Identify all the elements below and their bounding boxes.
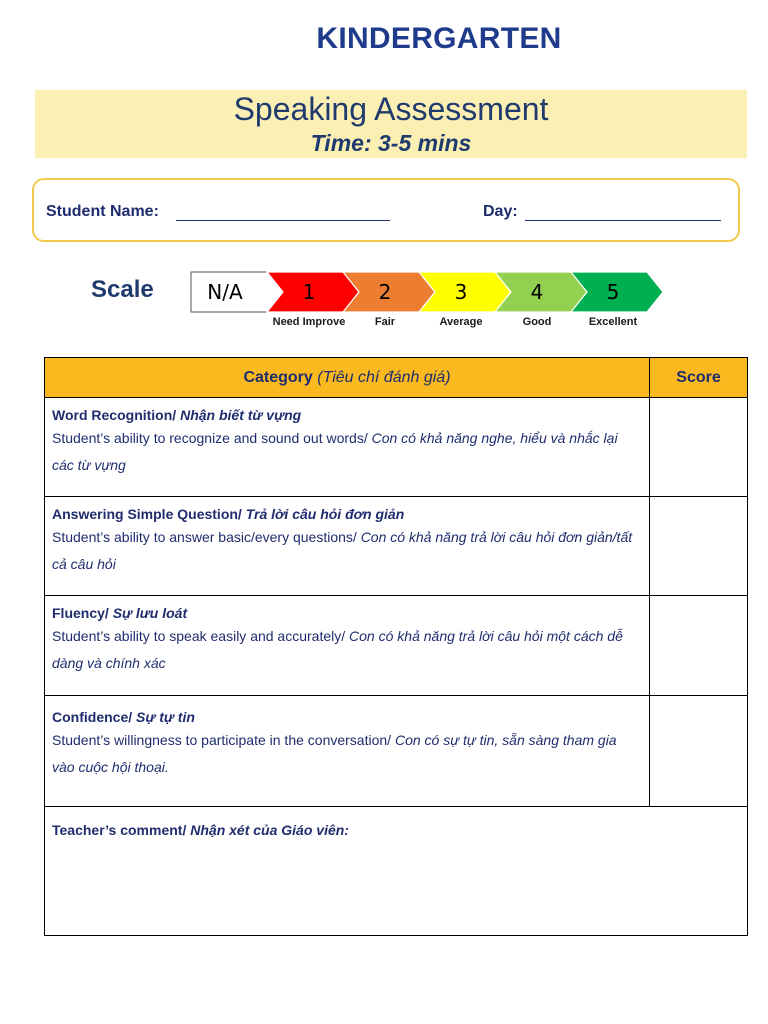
category-header-label: Category [243,368,313,386]
scale-value-3: 3 [454,280,468,304]
table-header-row [45,358,748,398]
table-row [45,398,748,497]
scale-value-na: N/A [207,280,243,304]
school-level-title: KINDERGARTEN [316,22,562,55]
page-title: Speaking Assessment [233,91,549,127]
row-title-vi: Nhận biết từ vựng [180,407,302,423]
row-title: Fluency/ [52,605,109,621]
row-title-vi: Sự tự tin [136,709,195,725]
score-cell[interactable] [650,596,748,696]
score-cell[interactable] [650,497,748,596]
day-field[interactable] [525,220,721,221]
table-row [45,596,748,696]
student-info-box [32,178,740,242]
comment-row [45,807,748,936]
day-label: Day: [483,203,518,220]
row-title: Word Recognition/ [52,407,177,423]
comment-label-vi: Nhận xét của Giáo viên: [190,822,349,838]
assessment-table [44,357,748,936]
score-cell[interactable] [650,398,748,497]
row-desc-vi: Con có khả năng trả lời câu hỏi đơn giản/tất cả câu hỏi [52,529,633,572]
student-name-field[interactable] [176,220,390,221]
scale-label: Scale [91,276,154,303]
scale-caption: Fair [374,316,396,328]
row-title-vi: Trả lời câu hỏi đơn giản [245,506,405,522]
scale-value-5: 5 [606,280,620,304]
scale-value-4: 4 [530,280,544,304]
time-subtitle: Time: 3-5 mins [310,130,472,156]
score-cell[interactable] [650,696,748,807]
scale-caption: Need Improve [272,316,346,328]
row-title-vi: Sự lưu loát [112,605,188,621]
comment-label: Teacher’s comment/ [52,822,187,838]
row-desc: Student’s ability to recognize and sound out words/ [52,430,368,446]
category-header [45,358,650,398]
student-name-label: Student Name: [46,203,159,220]
teacher-comment-cell[interactable] [45,807,748,936]
scale-bar [190,270,670,316]
row-desc-vi: Con có sự tự tin, sẵn sàng tham gia vào cuộc hội thoại. [52,732,617,775]
title-banner [35,90,747,158]
category-header-label-vi: (Tiêu chí đánh giá) [317,368,451,386]
scale-value-1: 1 [302,280,316,304]
row-desc: Student’s ability to speak easily and accurately/ [52,628,346,644]
scale-caption: Good [522,316,552,328]
row-desc: Student’s willingness to participate in the conversation/ [52,732,392,748]
table-row [45,497,748,596]
scale-caption: Average [439,316,483,328]
row-title: Confidence/ [52,709,133,725]
scale-value-2: 2 [378,280,392,304]
row-title: Answering Simple Question/ [52,506,242,522]
row-desc-vi: Con có khả năng trả lời câu hỏi một cách dễ dàng và chính xác [52,628,623,671]
scale-caption: Excellent [588,316,638,328]
row-desc-vi: Con có khả năng nghe, hiểu và nhắc lại các từ vựng [52,430,618,473]
table-row [45,696,748,807]
row-desc: Student’s ability to answer basic/every questions/ [52,529,357,545]
score-header: Score [650,358,748,398]
